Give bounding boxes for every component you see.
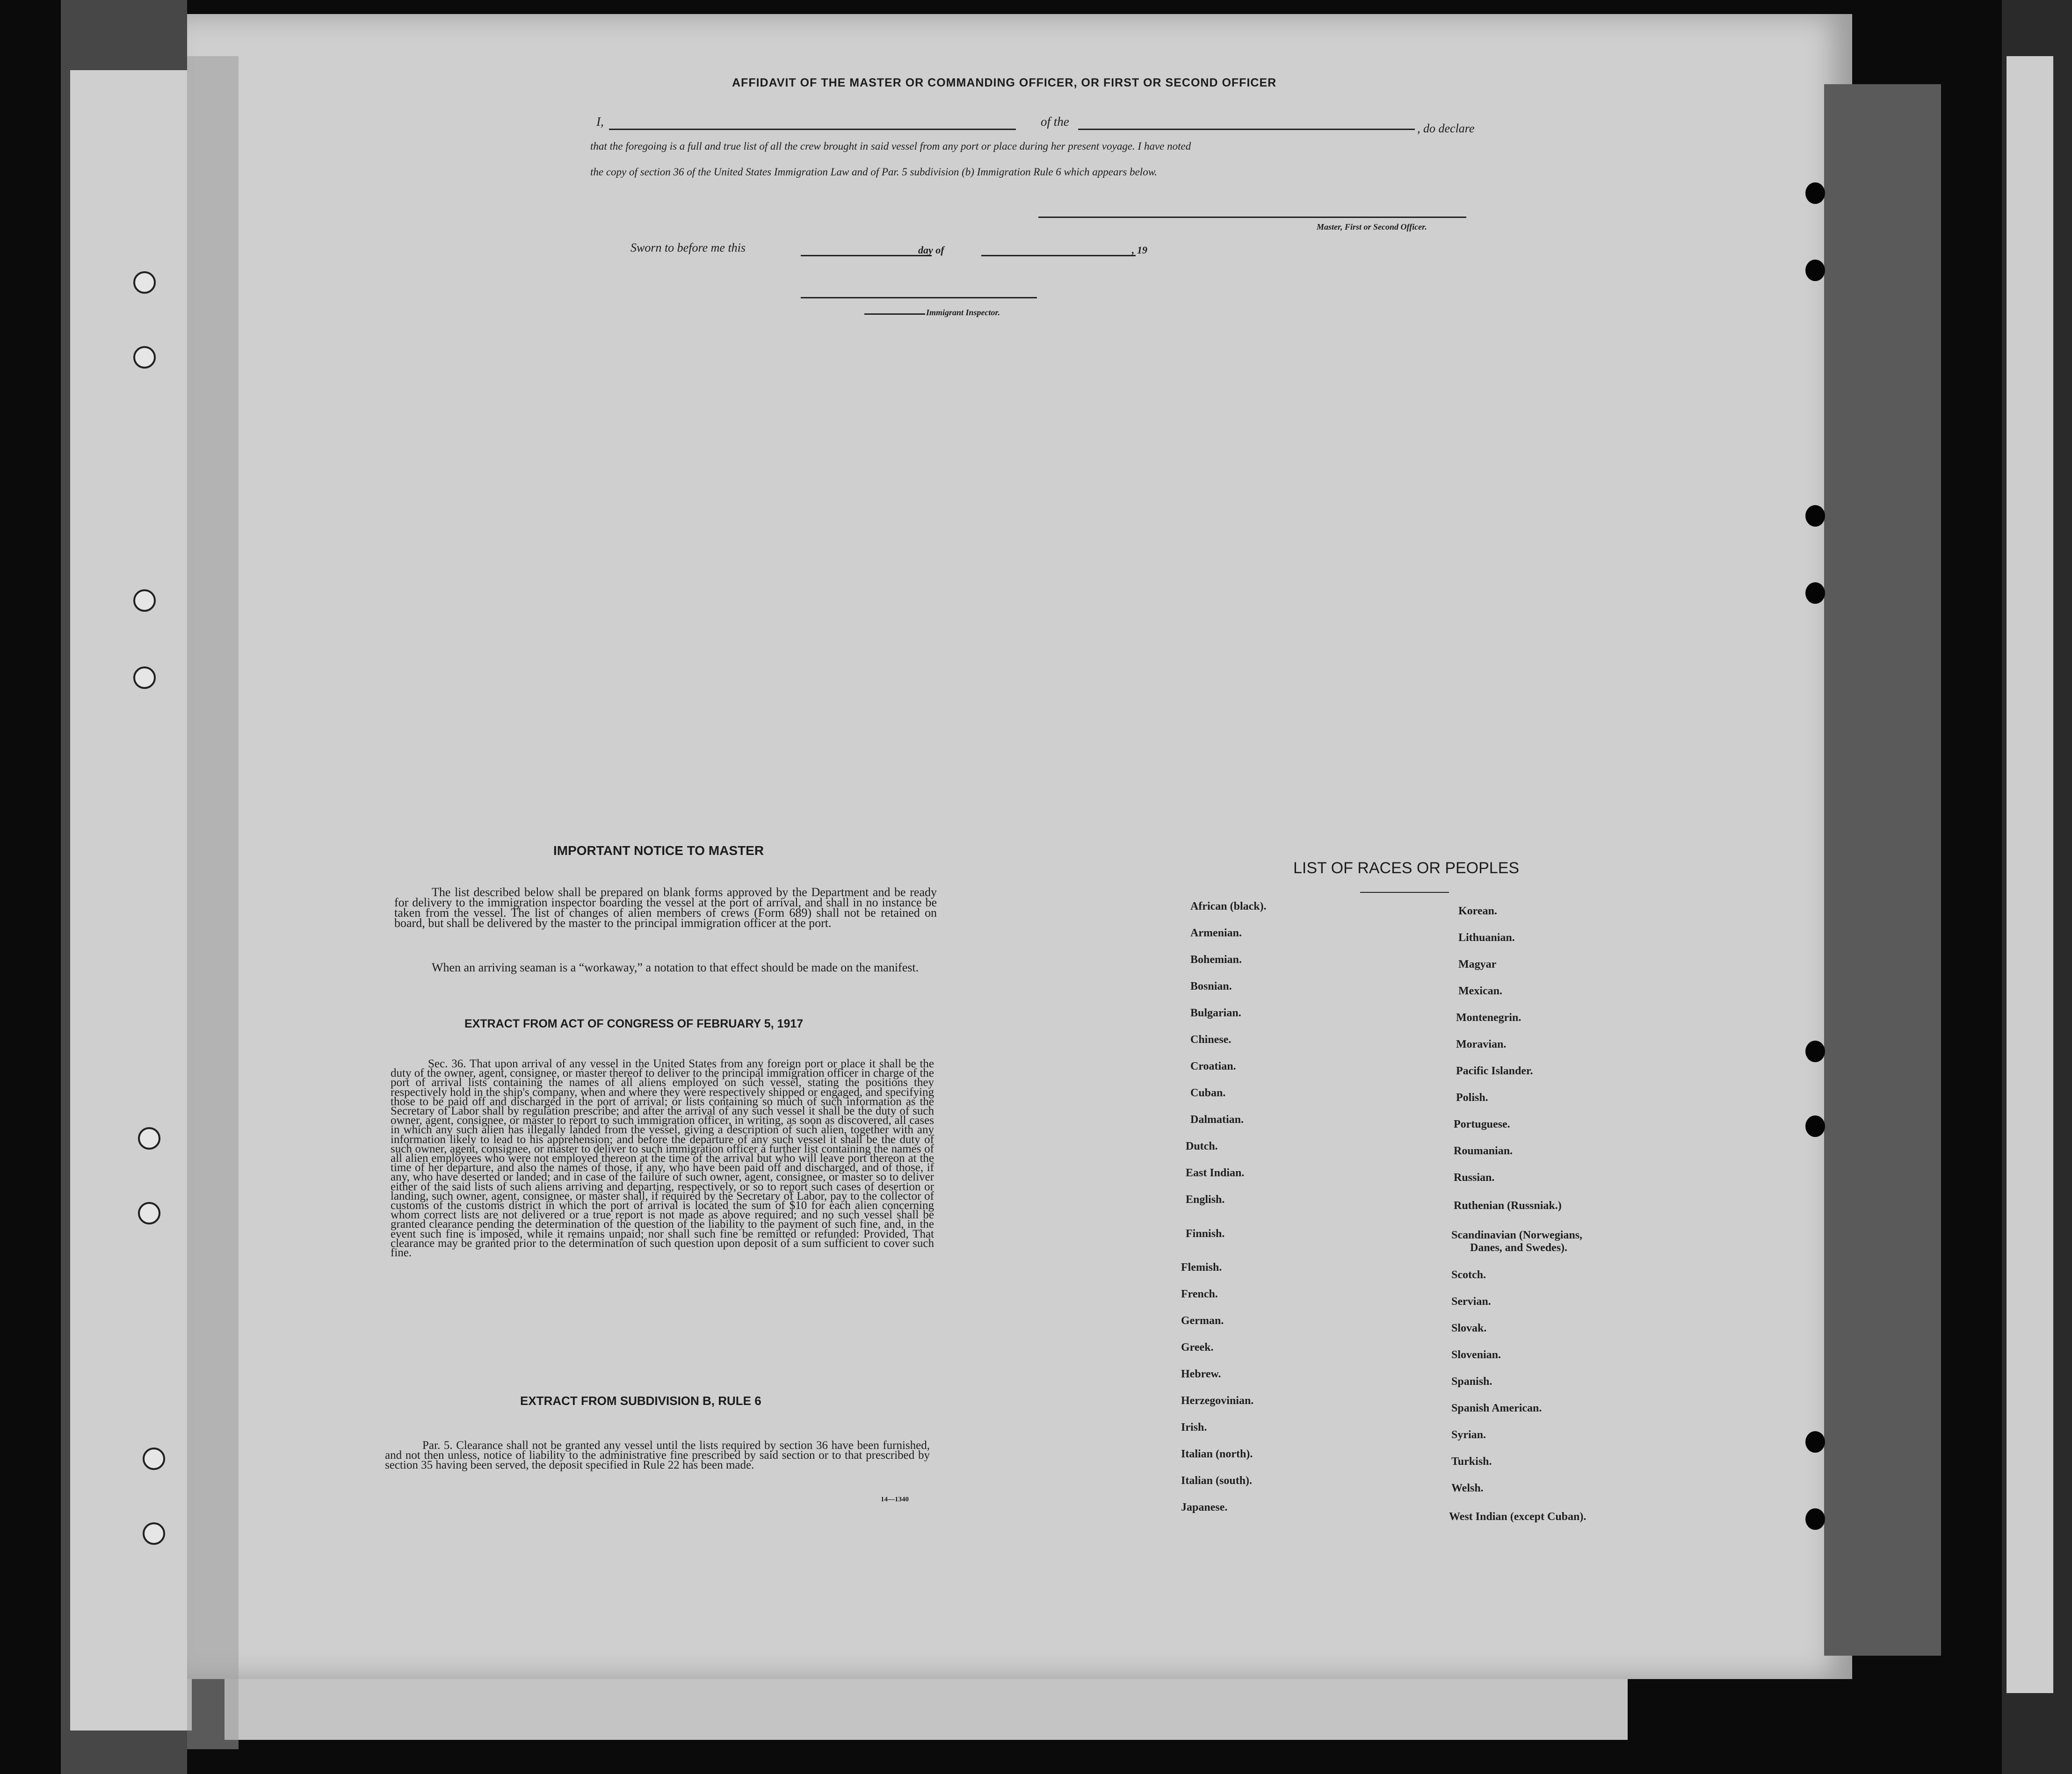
extract-act-title: EXTRACT FROM ACT OF CONGRESS OF FEBRUARY 5, 1917	[464, 1017, 804, 1030]
race-item: Syrian.	[1451, 1429, 1486, 1441]
underlying-page-left	[70, 70, 192, 1731]
race-item: Cuban.	[1190, 1087, 1226, 1099]
notice-paragraph-2-text: When an arriving seaman is a “workaway,” a notation to that effect should be made on the manifest.	[432, 961, 919, 974]
race-item: German.	[1181, 1315, 1224, 1327]
race-item: Welsh.	[1451, 1482, 1484, 1494]
race-item: Italian (south).	[1181, 1475, 1253, 1487]
year-label: , 19	[1132, 244, 1147, 256]
punch-hole	[1805, 1115, 1825, 1137]
affidavit-line-1: that the foregoing is a full and true list of all the crew brought in said vessel from any port or place during her present voyage. I have noted	[590, 140, 1191, 152]
race-item: Chinese.	[1190, 1034, 1232, 1046]
notice-paragraph-2	[394, 963, 937, 973]
punch-hole	[143, 1522, 165, 1545]
sworn-label: Sworn to before me this	[630, 241, 746, 254]
race-item: East Indian.	[1186, 1167, 1245, 1179]
race-item: Turkish.	[1451, 1455, 1492, 1468]
race-item: Irish.	[1181, 1421, 1207, 1434]
punch-hole	[138, 1202, 160, 1224]
race-item: Bosnian.	[1190, 980, 1232, 992]
page-fold-shadow	[187, 56, 239, 1749]
document-page	[187, 14, 1852, 1679]
race-item: Moravian.	[1456, 1038, 1507, 1050]
race-item: Ruthenian (Russniak.)	[1454, 1200, 1562, 1212]
race-item: Magyar	[1458, 958, 1497, 970]
punch-hole	[138, 1127, 160, 1150]
race-item: Japanese.	[1181, 1501, 1228, 1513]
race-item: Pacific Islander.	[1456, 1065, 1533, 1077]
of-the-label: of the	[1041, 115, 1069, 129]
punch-hole	[143, 1448, 165, 1470]
punch-hole	[133, 666, 156, 689]
master-caption: Master, First or Second Officer.	[1317, 222, 1427, 232]
race-item: Roumanian.	[1454, 1145, 1513, 1157]
i-label: I,	[596, 115, 604, 129]
extract-act-paragraph	[391, 1059, 934, 1258]
day-of-label: day of	[918, 244, 944, 256]
race-item: Polish.	[1456, 1092, 1488, 1104]
form-number: 14—1340	[881, 1496, 909, 1503]
race-item: Finnish.	[1186, 1228, 1225, 1240]
race-item: Slovak.	[1451, 1322, 1487, 1334]
master-signature-line[interactable]	[1038, 217, 1466, 218]
race-item: Spanish.	[1451, 1376, 1492, 1388]
race-item: Dalmatian.	[1190, 1114, 1244, 1126]
extract-rule-title: EXTRACT FROM SUBDIVISION B, RULE 6	[520, 1394, 761, 1408]
punch-hole	[133, 346, 156, 369]
punch-hole	[1805, 582, 1825, 604]
race-item: Mexican.	[1458, 985, 1502, 997]
race-item: Herzegovinian.	[1181, 1395, 1254, 1407]
race-item: Montenegrin.	[1456, 1012, 1521, 1024]
race-item: Slovenian.	[1451, 1349, 1501, 1361]
race-item: Russian.	[1454, 1172, 1495, 1184]
race-item: Servian.	[1451, 1296, 1491, 1308]
underlying-page-right	[2007, 56, 2053, 1693]
punch-hole	[1805, 1508, 1825, 1530]
vessel-line[interactable]	[1078, 129, 1415, 130]
punch-hole	[1805, 1431, 1825, 1453]
race-item: English.	[1186, 1194, 1225, 1206]
race-item: Korean.	[1458, 905, 1497, 917]
race-item: Greek.	[1181, 1341, 1214, 1354]
race-item: Flemish.	[1181, 1261, 1222, 1274]
sworn-day-line[interactable]	[801, 255, 932, 256]
race-item: Spanish American.	[1451, 1402, 1542, 1414]
inspector-signature-line[interactable]	[801, 297, 1037, 298]
race-item: Italian (north).	[1181, 1448, 1253, 1460]
race-item: Dutch.	[1186, 1140, 1218, 1152]
race-item: Portuguese.	[1454, 1118, 1510, 1130]
extract-act-text: Sec. 36. That upon arrival of any vessel in the United States from any foreign port or place it shall be the duty of the owner, agent, consignee, or master thereof to deliver to the principal immigration officer in charge of the port of arrival lists containing the names of all aliens employed on such vessel, stating the positions they respectively hold in the ship's company, when and where they were respectively shipped or engaged, and specifying those to be paid off and discharged in the port of arrival; or lists containing so much of such information as the Secretary of Labor shall by regulation prescribe; and after the arrival of any such vessel it shall be the duty of such owner, agent, consignee, or master to report to such immigration officer, in writing, as soon as discovered, all cases in which any such alien has illegally landed from the vessel, giving a description of such alien, together with any information likely to lead to his apprehension; and before the departure of any such vessel it shall be the duty of such owner, agent, consignee, or master to deliver to such immigration officer a further list containing the names of all alien employees who were not employed thereon at the time of the arrival but who will leave port thereon at the time of her departure, and also the names of those, if any, who have been paid off and discharged, and of those, if any, who have deserted or landed; and in case of the failure of such owner, agent, consignee, or master so to deliver either of the said lists of such aliens arriving and departing, respectively, or so to report such cases of desertion or landing, such owner, agent, consignee, or master shall, if required by the Secretary of Labor, pay to the collector of customs of the customs district in which the port of arrival is located the sum of $10 for each alien concerning whom correct lists are not delivered or a true report is not made as above required; and no such vessel shall be granted clearance pending the determination of the question of the liability to the payment of such fine, and, in the event such fine is imposed, while it remains unpaid; nor shall such fine be remitted or refunded: Provided, That clearance may be granted prior to the determination of such question upon deposit of a sum sufficient to cover such fine.	[391, 1057, 934, 1260]
sworn-month-line[interactable]	[981, 255, 1136, 256]
race-item: French.	[1181, 1288, 1218, 1300]
do-declare-label: , do declare	[1417, 122, 1475, 135]
extract-rule-paragraph	[385, 1441, 930, 1470]
race-item: Bohemian.	[1190, 954, 1242, 966]
race-item: West Indian (except Cuban).	[1449, 1511, 1587, 1523]
extract-rule-text: Par. 5. Clearance shall not be granted any vessel until the lists required by section 36 have been furnished, and not then unless, notice of liability to the administrative fine prescribed by said section or to that prescribed by section 35 having been served, the deposit specified in Rule 22 has been made.	[385, 1439, 930, 1471]
punch-hole	[1805, 260, 1825, 281]
race-item: Armenian.	[1190, 927, 1242, 939]
inspector-caption: Immigrant Inspector.	[926, 308, 1000, 317]
punch-hole	[133, 271, 156, 294]
inspector-short-line	[864, 313, 925, 315]
race-item: Danes, and Swedes).	[1470, 1242, 1568, 1254]
notice-title: IMPORTANT NOTICE TO MASTER	[553, 843, 764, 858]
race-item: Scandinavian (Norwegians,	[1451, 1229, 1583, 1241]
affidavit-title: AFFIDAVIT OF THE MASTER OR COMMANDING OFFICER, OR FIRST OR SECOND OFFICER	[732, 76, 1277, 89]
notice-paragraph-1-text: The list described below shall be prepared on blank forms approved by the Department and be ready for delivery to the immigration inspector boarding the vessel at the port of arrival, and shall in no instance be taken from the vessel. The list of changes of alien members of crews (Form 689) shall not be retained on board, but shall be delivered by the master to the principal immigration officer at the port.	[394, 885, 937, 930]
race-item: Croatian.	[1190, 1060, 1236, 1072]
races-title-underline	[1360, 892, 1449, 893]
punch-hole	[133, 589, 156, 612]
races-title: LIST OF RACES OR PEOPLES	[1293, 859, 1520, 877]
page-shadow-band	[1824, 84, 1941, 1656]
race-item: Scotch.	[1451, 1269, 1486, 1281]
race-item: Bulgarian.	[1190, 1007, 1241, 1019]
punch-hole	[1805, 505, 1825, 527]
race-item: African (black).	[1190, 900, 1267, 912]
race-item: Lithuanian.	[1458, 932, 1515, 944]
name-line[interactable]	[609, 129, 1016, 130]
punch-hole	[1805, 182, 1825, 204]
notice-paragraph-1	[394, 887, 937, 928]
affidavit-line-2: the copy of section 36 of the United States Immigration Law and of Par. 5 subdivision (b) Immigration Rule 6 which appears below.	[590, 166, 1158, 178]
race-item: Hebrew.	[1181, 1368, 1221, 1380]
punch-hole	[1805, 1041, 1825, 1062]
